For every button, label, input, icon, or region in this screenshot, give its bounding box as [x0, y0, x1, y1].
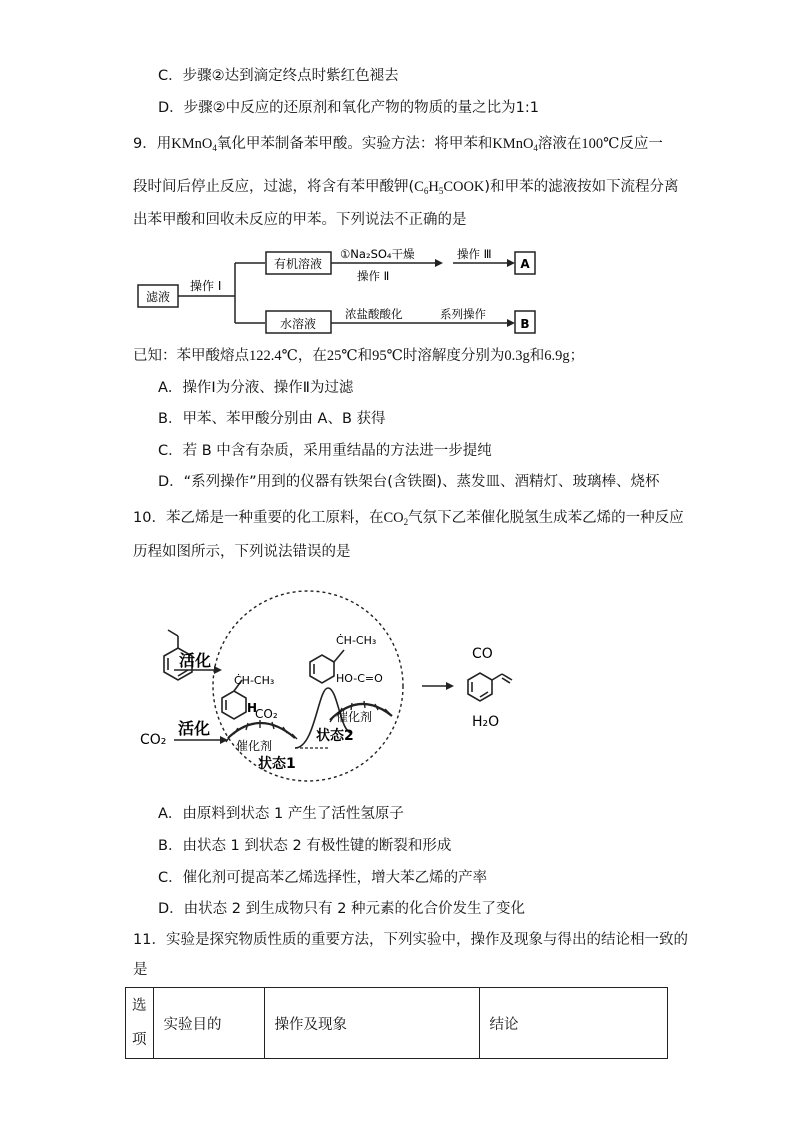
q9-option-a: A．操作Ⅰ为分液、操作Ⅱ为过滤	[158, 380, 354, 396]
q9-option-c: C．若 B 中含有杂质，采用重结晶的方法进一步提纯	[158, 443, 492, 459]
q9-flowchart	[135, 244, 545, 336]
table-header-row	[126, 988, 668, 1059]
q8-option-c: C．步骤②达到滴定终点时紫红色褪去	[158, 68, 399, 84]
co2-input-label: CO₂	[140, 732, 167, 748]
catalyst-label-2: 催化剂	[336, 710, 373, 724]
radical-label-2: ĊH-CH₃	[336, 634, 377, 647]
co-output-label: CO	[472, 646, 493, 662]
state1-label: 状态1	[258, 756, 296, 772]
flow-product-a: A	[520, 257, 530, 271]
co2-mid-label: CO₂	[255, 707, 278, 721]
q10-mechanism-diagram	[130, 588, 550, 786]
radical-label-1: ĊH-CH₃	[234, 674, 275, 687]
activate-label-2: 活化	[178, 719, 211, 738]
header-purpose: 实验目的	[153, 988, 264, 1059]
h-atom-label: H	[247, 701, 258, 715]
header-option: 选项	[126, 988, 154, 1059]
catalyst-label-1: 催化剂	[236, 739, 273, 753]
q8-option-d: D．步骤②中反应的还原剂和氧化产物的物质的量之比为1:1	[158, 100, 539, 116]
flow-op2: 操作 Ⅱ	[357, 269, 390, 283]
q9-stem-line1: 9．用KMnO$_4$氧化甲苯制备苯甲酸。实验方法：将甲苯和KMnO$_4$溶液在100℃反应一	[133, 136, 663, 153]
q10-option-c: C．催化剂可提高苯乙烯选择性，增大苯乙烯的产率	[158, 870, 488, 886]
h2o-output-label: H₂O	[472, 714, 500, 730]
flow-op3: 操作 Ⅲ	[457, 247, 492, 261]
q9-known: 已知：苯甲酸熔点122.4℃，在25℃和95℃时溶解度分别为0.3g和6.9g；	[133, 348, 585, 364]
flow-step-a: ①Na₂SO₄干燥	[340, 247, 415, 261]
flow-filtrate: 滤液	[145, 290, 171, 304]
q9-option-b: B．甲苯、苯甲酸分别由 A、B 获得	[158, 411, 386, 427]
flow-organic: 有机溶液	[273, 257, 323, 271]
header-conclusion: 结论	[479, 988, 668, 1059]
flow-series: 系列操作	[440, 307, 486, 321]
q11-stem-line2: 是	[133, 962, 148, 978]
flow-acidify: 浓盐酸酸化	[345, 307, 403, 321]
q10-option-b: B．由状态 1 到状态 2 有极性键的断裂和形成	[158, 838, 452, 854]
q10-option-d: D．由状态 2 到生成物只有 2 种元素的化合价发生了变化	[158, 901, 526, 917]
flow-product-b: B	[520, 317, 530, 331]
q10-stem-line2: 历程如图所示，下列说法错误的是	[133, 544, 351, 560]
activate-label-1: 活化	[179, 651, 212, 670]
ho-c-o-label: HO-C=O	[336, 672, 383, 685]
q10-option-a: A．由原料到状态 1 产生了活性氢原子	[158, 806, 404, 822]
q9-stem-line3: 出苯甲酸和回收未反应的甲苯。下列说法不正确的是	[133, 212, 467, 228]
q11-table	[125, 987, 668, 1059]
header-operation: 操作及现象	[264, 988, 479, 1059]
q9-stem-line2: 段时间后停止反应，过滤，将含有苯甲酸钾$(C_6H_5COOK)$和甲苯的滤液按如下流程分离	[133, 179, 679, 196]
styrene-structure	[468, 673, 512, 701]
state2-label: 状态2	[316, 728, 354, 744]
flow-aqueous: 水溶液	[279, 317, 317, 331]
flow-op1: 操作 I	[190, 279, 222, 293]
q9-option-d: D．“系列操作”用到的仪器有铁架台(含铁圈)、蒸发皿、酒精灯、玻璃棒、烧杯	[158, 474, 660, 490]
q11-stem-line1: 11．实验是探究物质性质的重要方法，下列实验中，操作及现象与得出的结论相一致的	[133, 932, 688, 948]
q10-stem-line1: 10．苯乙烯是一种重要的化工原料，在$CO_2$气氛下乙苯催化脱氢生成苯乙烯的一种反应	[133, 510, 684, 527]
